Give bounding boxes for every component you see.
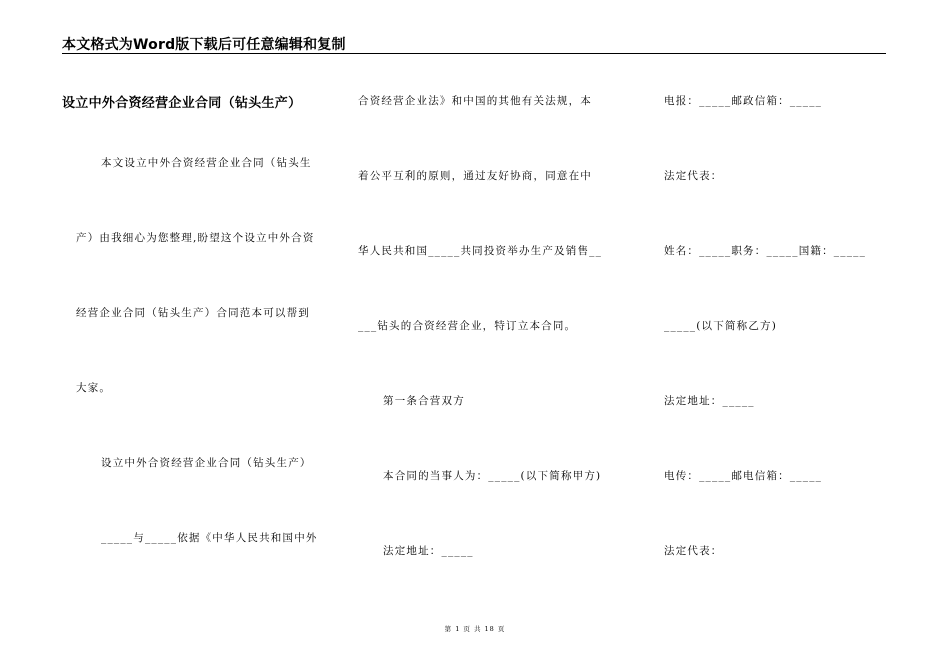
document-title: 设立中外合资经营企业合同（钻头生产） [62, 96, 302, 111]
column-3-line: 法定代表： [664, 170, 723, 182]
column-3-line: _____(以下简称乙方) [664, 320, 778, 332]
column-1-line: 设立中外合资经营企业合同（钻头生产） [101, 457, 312, 469]
column-3-line: 法定地址：_____ [664, 395, 755, 407]
column-1-line: 本文设立中外合资经营企业合同（钻头生 [101, 157, 312, 169]
column-2-line: 法定地址：_____ [383, 545, 474, 557]
column-3-line: 姓名：_____职务：_____国籍：_____ [664, 245, 867, 257]
column-3-line: 电报：_____邮政信箱：_____ [664, 95, 823, 107]
column-2-line: 合资经营企业法》和中国的其他有关法规，本 [358, 95, 592, 107]
column-2-line: 着公平互利的原则，通过友好协商，同意在中 [358, 170, 592, 182]
page-header: 本文格式为Word版下载后可任意编辑和复制 [62, 37, 346, 53]
column-2-line: 本合同的当事人为：_____(以下简称甲方) [383, 470, 602, 482]
column-2-line: ___钻头的合资经营企业，特订立本合同。 [358, 320, 577, 332]
column-3-line: 法定代表： [664, 545, 723, 557]
column-1-line: _____与_____依据《中华人民共和国中外 [101, 532, 318, 544]
column-1-line: 大家。 [76, 382, 112, 394]
column-2-line: 华人民共和国_____共同投资举办生产及销售__ [358, 245, 603, 257]
column-1-line: 经营企业合同（钻头生产）合同范本可以帮到 [76, 307, 310, 319]
column-3-line: 电传：_____邮电信箱：_____ [664, 470, 823, 482]
page-number: 第 1 页 共 18 页 [444, 625, 506, 633]
column-2-line: 第一条合营双方 [383, 395, 465, 407]
header-rule [62, 53, 886, 54]
column-1-line: 产）由我细心为您整理,盼望这个设立中外合资 [76, 232, 315, 244]
